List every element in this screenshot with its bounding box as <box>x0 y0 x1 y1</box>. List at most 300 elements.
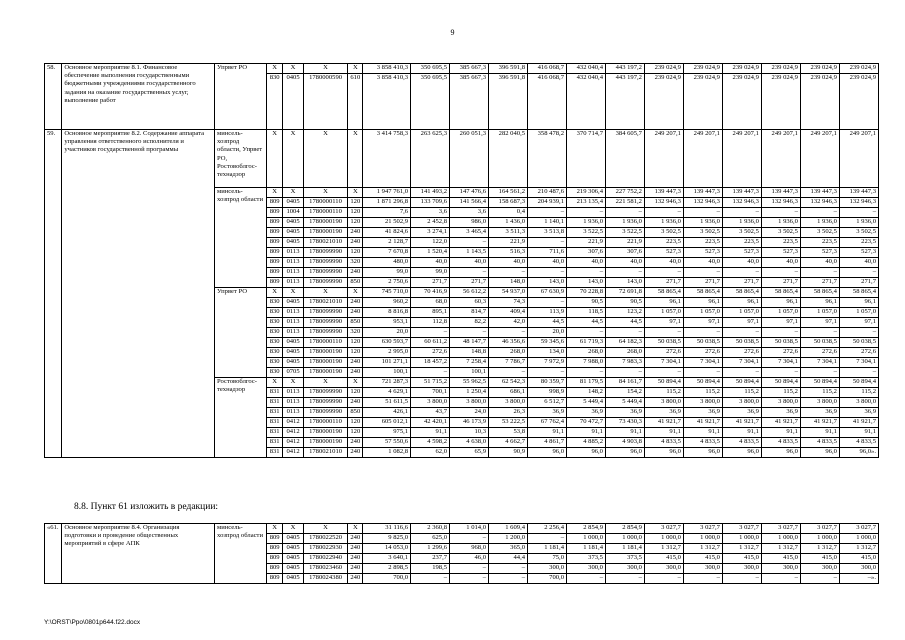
section-code-cell: 0405 <box>283 198 304 208</box>
grbs-code-cell: 831 <box>267 448 283 458</box>
amount-cell: 96,1 <box>800 298 839 308</box>
amount-cell: – <box>528 268 567 278</box>
amount-cell: 350 695,5 <box>411 64 450 74</box>
grbs-code-cell: X <box>267 378 283 388</box>
amount-cell: – <box>761 328 800 338</box>
target-article-cell: 1780099990 <box>303 408 347 418</box>
amount-cell: 143,0 <box>567 278 606 288</box>
amount-cell: 73 430,3 <box>605 418 644 428</box>
amount-cell: 1 057,0 <box>722 308 761 318</box>
amount-cell: 90,5 <box>605 298 644 308</box>
target-article-cell: X <box>303 188 347 198</box>
amount-cell: 3 800,0 <box>644 398 683 408</box>
amount-cell: 2 854,9 <box>605 524 644 534</box>
amount-cell: 57 550,6 <box>363 438 411 448</box>
amount-cell: 40,0 <box>567 258 606 268</box>
amount-cell: 2 360,8 <box>411 524 450 534</box>
section-code-cell: 0113 <box>283 308 304 318</box>
grbs-code-cell: 809 <box>267 564 283 574</box>
section-code-cell: 0412 <box>283 448 304 458</box>
amount-cell: – <box>489 268 528 278</box>
amount-cell: 91,1 <box>411 428 450 438</box>
amount-cell: 40,0 <box>722 258 761 268</box>
target-article-cell: 1780024380 <box>303 574 347 584</box>
amount-cell: 139 447,3 <box>761 188 800 198</box>
amount-cell: – <box>839 268 878 278</box>
amount-cell: 51 715,2 <box>411 378 450 388</box>
amount-cell: 91,1 <box>605 428 644 438</box>
expense-type-cell: 240 <box>348 554 363 564</box>
amount-cell: 527,3 <box>644 248 683 258</box>
target-article-cell: 1780099990 <box>303 328 347 338</box>
amount-cell: 50 894,4 <box>761 378 800 388</box>
program-table-part1 <box>44 63 879 458</box>
amount-cell: 1 936,0 <box>722 218 761 228</box>
grbs-code-cell: 830 <box>267 308 283 318</box>
amount-cell: 1 312,7 <box>839 544 878 554</box>
section-code-cell: 0405 <box>283 238 304 248</box>
section-code-cell: X <box>283 288 304 298</box>
amount-cell: 96,0 <box>605 448 644 458</box>
program-table-part2 <box>44 523 879 584</box>
grbs-code-cell: 809 <box>267 228 283 238</box>
amount-cell: 4 833,5 <box>761 438 800 448</box>
amount-cell: 271,7 <box>761 278 800 288</box>
amount-cell: 7 304,1 <box>644 358 683 368</box>
amount-cell: 271,7 <box>839 278 878 288</box>
amount-cell: – <box>761 368 800 378</box>
grbs-code-cell: 809 <box>267 554 283 564</box>
amount-cell: – <box>528 208 567 218</box>
amount-cell: 272,6 <box>683 348 722 358</box>
amount-cell: 272,6 <box>644 348 683 358</box>
amount-cell: 40,0 <box>489 258 528 268</box>
amount-cell: 133 709,6 <box>411 198 450 208</box>
amount-cell: 3 522,5 <box>605 228 644 238</box>
amount-cell: 96,0 <box>528 448 567 458</box>
expense-type-cell: 120 <box>348 428 363 438</box>
expense-type-cell: 240 <box>348 398 363 408</box>
amount-cell: 40,0 <box>528 258 567 268</box>
amount-cell: 91,1 <box>722 428 761 438</box>
section-code-cell: 0405 <box>283 218 304 228</box>
executor-cell: Ростовоблгос-технадзор <box>215 378 267 458</box>
amount-cell: 239 024,9 <box>800 74 839 130</box>
amount-cell: 46 356,6 <box>489 338 528 348</box>
amount-cell: 237,7 <box>411 554 450 564</box>
expense-type-cell: 850 <box>348 278 363 288</box>
amount-cell: 3 800,0 <box>761 398 800 408</box>
amount-cell: 148,2 <box>567 388 606 398</box>
amount-cell: – <box>800 328 839 338</box>
amount-cell: 56 612,2 <box>450 288 489 298</box>
expense-type-cell: 240 <box>348 228 363 238</box>
target-article-cell: 1780022940 <box>303 554 347 564</box>
amount-cell: 1 000,0 <box>839 534 878 544</box>
section-code-cell: 0405 <box>283 338 304 348</box>
amount-cell: 711,6 <box>528 248 567 258</box>
amount-cell: – <box>489 328 528 338</box>
amount-cell: 3 800,0 <box>450 398 489 408</box>
amount-cell: 65,9 <box>450 448 489 458</box>
amount-cell: 239 024,9 <box>761 74 800 130</box>
row-number-cell: «61. <box>45 524 62 584</box>
amount-cell: – <box>683 328 722 338</box>
amount-cell: 249 207,1 <box>722 130 761 188</box>
amount-cell: 1 181,4 <box>605 544 644 554</box>
amount-cell: 2 854,9 <box>567 524 606 534</box>
amount-cell: 975,1 <box>363 428 411 438</box>
amount-cell: 1 312,7 <box>683 544 722 554</box>
amount-cell: 7 972,9 <box>528 358 567 368</box>
target-article-cell: X <box>303 524 347 534</box>
amount-cell: 2 452,8 <box>411 218 450 228</box>
amount-cell: 1 436,0 <box>489 218 528 228</box>
target-article-cell: 1780099990 <box>303 388 347 398</box>
amount-cell: 51 611,5 <box>363 398 411 408</box>
amount-cell: 96,1 <box>722 298 761 308</box>
amount-cell: 7 786,7 <box>489 358 528 368</box>
target-article-cell: 1780099990 <box>303 398 347 408</box>
amount-cell: 60 611,2 <box>411 338 450 348</box>
amount-cell: 7 304,1 <box>683 358 722 368</box>
amount-cell: 239 024,9 <box>722 64 761 74</box>
amount-cell: 44,4 <box>489 554 528 564</box>
amount-cell: 90,9 <box>489 448 528 458</box>
amount-cell: 3 511,3 <box>489 228 528 238</box>
expense-type-cell: 240 <box>348 268 363 278</box>
target-article-cell: 1780099990 <box>303 268 347 278</box>
amount-cell: 385 667,3 <box>450 64 489 74</box>
amount-cell: 96,0 <box>567 448 606 458</box>
amount-cell: 99,0 <box>411 268 450 278</box>
amount-cell: – <box>567 368 606 378</box>
amount-cell: 36,9 <box>683 408 722 418</box>
amount-cell: 4 833,5 <box>683 438 722 448</box>
amount-cell: 2 750,6 <box>363 278 411 288</box>
grbs-code-cell: 831 <box>267 408 283 418</box>
amount-cell: 2 256,4 <box>528 524 567 534</box>
target-article-cell: X <box>303 288 347 298</box>
amount-cell: 91,1 <box>839 428 878 438</box>
amount-cell: 527,3 <box>761 248 800 258</box>
amount-cell: 814,7 <box>450 308 489 318</box>
amount-cell: – <box>683 268 722 278</box>
amount-cell: 158 687,3 <box>489 198 528 208</box>
amount-cell: 272,6 <box>761 348 800 358</box>
amount-cell: 139 447,3 <box>839 188 878 198</box>
amount-cell: 40,0 <box>605 258 644 268</box>
section-code-cell: 0113 <box>283 388 304 398</box>
amount-cell: 239 024,9 <box>644 74 683 130</box>
section-code-cell: 0405 <box>283 574 304 584</box>
expense-type-cell: 850 <box>348 318 363 328</box>
section-code-cell: 1004 <box>283 208 304 218</box>
grbs-code-cell: 809 <box>267 258 283 268</box>
amount-cell: 1 947 761,0 <box>363 188 411 198</box>
section-code-cell: 0405 <box>283 564 304 574</box>
amount-cell: 385 667,3 <box>450 74 489 130</box>
amount-cell: 1 000,0 <box>800 534 839 544</box>
amount-cell: 7 304,1 <box>761 358 800 368</box>
amount-cell: 112,8 <box>411 318 450 328</box>
amount-cell: 91,1 <box>683 428 722 438</box>
amount-cell: 91,1 <box>644 428 683 438</box>
amount-cell: 1 057,0 <box>800 308 839 318</box>
amount-cell: 118,5 <box>567 308 606 318</box>
amount-cell: 58 865,4 <box>839 288 878 298</box>
amount-cell: 986,0 <box>450 218 489 228</box>
amount-cell: – <box>644 268 683 278</box>
amount-cell: 41 921,7 <box>800 418 839 428</box>
section-code-cell: 0405 <box>283 544 304 554</box>
expense-type-cell: 240 <box>348 564 363 574</box>
section-code-cell: 0405 <box>283 74 304 130</box>
amount-cell: 3 858 410,3 <box>363 74 411 130</box>
amount-cell: 50 038,5 <box>722 338 761 348</box>
amount-cell: 96,0 <box>683 448 722 458</box>
amount-cell: 3,6 <box>450 208 489 218</box>
amount-cell: 268,0 <box>489 348 528 358</box>
amount-cell: 58 865,4 <box>800 288 839 298</box>
amount-cell: 97,1 <box>683 318 722 328</box>
amount-cell: 527,3 <box>683 248 722 258</box>
amount-cell: 42,0 <box>489 318 528 328</box>
amount-cell: 132 946,3 <box>644 198 683 208</box>
amount-cell: 3 502,5 <box>683 228 722 238</box>
section-code-cell: 0405 <box>283 534 304 544</box>
section-code-cell: 0113 <box>283 408 304 418</box>
amount-cell: 36,9 <box>722 408 761 418</box>
amount-cell: – <box>450 534 489 544</box>
section-code-cell: 0113 <box>283 398 304 408</box>
amount-cell: 164 561,2 <box>489 188 528 198</box>
amount-cell: – <box>605 368 644 378</box>
amount-cell: 36,9 <box>605 408 644 418</box>
amount-cell: 36,9 <box>761 408 800 418</box>
target-article-cell: 1780000190 <box>303 348 347 358</box>
amount-cell: 3 027,7 <box>761 524 800 534</box>
expense-type-cell: X <box>348 64 363 74</box>
amount-cell: 300,0 <box>528 564 567 574</box>
amount-cell: 139 447,3 <box>683 188 722 198</box>
amount-cell: 115,2 <box>644 388 683 398</box>
amount-cell: 41 921,7 <box>761 418 800 428</box>
amount-cell: – <box>489 368 528 378</box>
expense-type-cell: 240 <box>348 574 363 584</box>
amount-cell: 9 825,0 <box>363 534 411 544</box>
amount-cell: 271,7 <box>411 278 450 288</box>
amount-cell: – <box>839 208 878 218</box>
grbs-code-cell: 831 <box>267 398 283 408</box>
amount-cell: 70 472,7 <box>567 418 606 428</box>
amount-cell: 415,0 <box>839 554 878 564</box>
target-article-cell: 1780021010 <box>303 298 347 308</box>
grbs-code-cell: 809 <box>267 534 283 544</box>
amount-cell: – <box>722 208 761 218</box>
amount-cell: 300,0 <box>683 564 722 574</box>
amount-cell: – <box>411 368 450 378</box>
expense-type-cell: 240 <box>348 238 363 248</box>
amount-cell: 480,0 <box>363 258 411 268</box>
target-article-cell: 1780022520 <box>303 534 347 544</box>
amount-cell: 4 833,5 <box>644 438 683 448</box>
amount-cell: 81 179,5 <box>567 378 606 388</box>
amount-cell: 1 200,0 <box>489 534 528 544</box>
amount-cell: 41 921,7 <box>644 418 683 428</box>
amount-cell: 3 502,5 <box>800 228 839 238</box>
amount-cell: – <box>450 328 489 338</box>
amount-cell: 239 024,9 <box>683 64 722 74</box>
amount-cell: – <box>761 574 800 584</box>
amount-cell: – <box>528 238 567 248</box>
amount-cell: 58 865,4 <box>761 288 800 298</box>
amount-cell: 953,1 <box>363 318 411 328</box>
amount-cell: 60,3 <box>450 298 489 308</box>
amount-cell: 143,0 <box>528 278 567 288</box>
target-article-cell: 1780099990 <box>303 248 347 258</box>
amount-cell: 223,5 <box>683 238 722 248</box>
amount-cell: 132 946,3 <box>683 198 722 208</box>
amount-cell: 80 359,7 <box>528 378 567 388</box>
amount-cell: 139 447,3 <box>722 188 761 198</box>
amount-cell: 141 566,4 <box>450 198 489 208</box>
amount-cell: 239 024,9 <box>800 64 839 74</box>
amount-cell: – <box>839 368 878 378</box>
amount-cell: 1 312,7 <box>644 544 683 554</box>
section-code-cell: X <box>283 64 304 74</box>
amount-cell: 96,1 <box>644 298 683 308</box>
amount-cell: 370 714,7 <box>567 130 606 188</box>
amount-cell: – <box>683 574 722 584</box>
grbs-code-cell: 831 <box>267 388 283 398</box>
amount-cell: 97,1 <box>761 318 800 328</box>
amount-cell: 50 038,5 <box>683 338 722 348</box>
amount-cell: 3 414 758,3 <box>363 130 411 188</box>
section-code-cell: 0113 <box>283 328 304 338</box>
amount-cell: 3 027,7 <box>800 524 839 534</box>
expense-type-cell: 610 <box>348 74 363 130</box>
target-article-cell: 1780022930 <box>303 544 347 554</box>
amount-cell: 4 833,5 <box>722 438 761 448</box>
amount-cell: 300,0 <box>839 564 878 574</box>
row-number-cell: 59. <box>45 130 62 458</box>
amount-cell: – <box>528 534 567 544</box>
amount-cell: 282 040,5 <box>489 130 528 188</box>
amount-cell: 20,0 <box>528 328 567 338</box>
amount-cell: –». <box>839 574 878 584</box>
amount-cell: 123,2 <box>605 308 644 318</box>
amount-cell: 59 345,6 <box>528 338 567 348</box>
amount-cell: 271,7 <box>683 278 722 288</box>
amount-cell: 1 299,6 <box>411 544 450 554</box>
amount-cell: 249 207,1 <box>839 130 878 188</box>
amount-cell: 223,5 <box>800 238 839 248</box>
amount-cell: 36,9 <box>800 408 839 418</box>
expense-type-cell: X <box>348 378 363 388</box>
amount-cell: – <box>605 268 644 278</box>
amount-cell: 239 024,9 <box>644 64 683 74</box>
expense-type-cell: X <box>348 130 363 188</box>
amount-cell: 7 304,1 <box>800 358 839 368</box>
amount-cell: 18 457,2 <box>411 358 450 368</box>
amount-cell: 271,7 <box>800 278 839 288</box>
amount-cell: 239 024,9 <box>839 74 878 130</box>
amount-cell: 272,6 <box>722 348 761 358</box>
amount-cell: 373,5 <box>567 554 606 564</box>
amount-cell: 223,5 <box>839 238 878 248</box>
amount-cell: 115,2 <box>722 388 761 398</box>
grbs-code-cell: X <box>267 288 283 298</box>
target-article-cell: 1780000110 <box>303 418 347 428</box>
amount-cell: 41 824,6 <box>363 228 411 238</box>
target-article-cell: 1780000590 <box>303 74 347 130</box>
amount-cell: 3 800,0 <box>839 398 878 408</box>
amount-cell: 300,0 <box>605 564 644 574</box>
target-article-cell: 1780000190 <box>303 428 347 438</box>
amount-cell: 41 921,7 <box>839 418 878 428</box>
target-article-cell: 1780099990 <box>303 308 347 318</box>
expense-type-cell: 320 <box>348 328 363 338</box>
amount-cell: – <box>450 574 489 584</box>
executor-cell: минсель-хозпрод области <box>215 188 267 288</box>
amount-cell: 409,4 <box>489 308 528 318</box>
amount-cell: 1 312,7 <box>761 544 800 554</box>
amount-cell: 96,1 <box>839 298 878 308</box>
grbs-code-cell: 830 <box>267 74 283 130</box>
expense-type-cell: 120 <box>348 418 363 428</box>
amount-cell: 36,9 <box>567 408 606 418</box>
amount-cell: 132 946,3 <box>839 198 878 208</box>
amount-cell: 3 465,4 <box>450 228 489 238</box>
amount-cell: 40,0 <box>683 258 722 268</box>
amount-cell: 3,6 <box>411 208 450 218</box>
amount-cell: 4 629,1 <box>363 388 411 398</box>
section-code-cell: 0412 <box>283 428 304 438</box>
amount-cell: 36,9 <box>839 408 878 418</box>
amount-cell: 7 304,1 <box>722 358 761 368</box>
amount-cell: – <box>644 368 683 378</box>
page-number: 9 <box>450 28 455 37</box>
amount-cell: 527,3 <box>722 248 761 258</box>
amount-cell: 53 222,5 <box>489 418 528 428</box>
amount-cell: 350 695,5 <box>411 74 450 130</box>
grbs-code-cell: 809 <box>267 238 283 248</box>
amount-cell: – <box>450 238 489 248</box>
amount-cell: 271,7 <box>450 278 489 288</box>
executor-cell: Упрвет РО <box>215 288 267 378</box>
amount-cell: 443 197,2 <box>605 74 644 130</box>
amount-cell: 221,9 <box>567 238 606 248</box>
amount-cell: 43,7 <box>411 408 450 418</box>
amount-cell: – <box>567 208 606 218</box>
amount-cell: 54 937,0 <box>489 288 528 298</box>
amount-cell: 221,9 <box>489 238 528 248</box>
amount-cell: 272,6 <box>411 348 450 358</box>
amount-cell: 221 581,2 <box>605 198 644 208</box>
amount-cell: – <box>489 564 528 574</box>
section-code-cell: 0405 <box>283 348 304 358</box>
amount-cell: 2 128,7 <box>363 238 411 248</box>
amount-cell: 1 936,0 <box>800 218 839 228</box>
amount-cell: – <box>839 328 878 338</box>
amount-cell: 90,5 <box>567 298 606 308</box>
amount-cell: 75,0 <box>528 554 567 564</box>
amount-cell: 84 161,7 <box>605 378 644 388</box>
amount-cell: 50 038,5 <box>839 338 878 348</box>
amount-cell: 219 306,4 <box>567 188 606 198</box>
executor-cell: Упрвет РО <box>215 64 267 130</box>
